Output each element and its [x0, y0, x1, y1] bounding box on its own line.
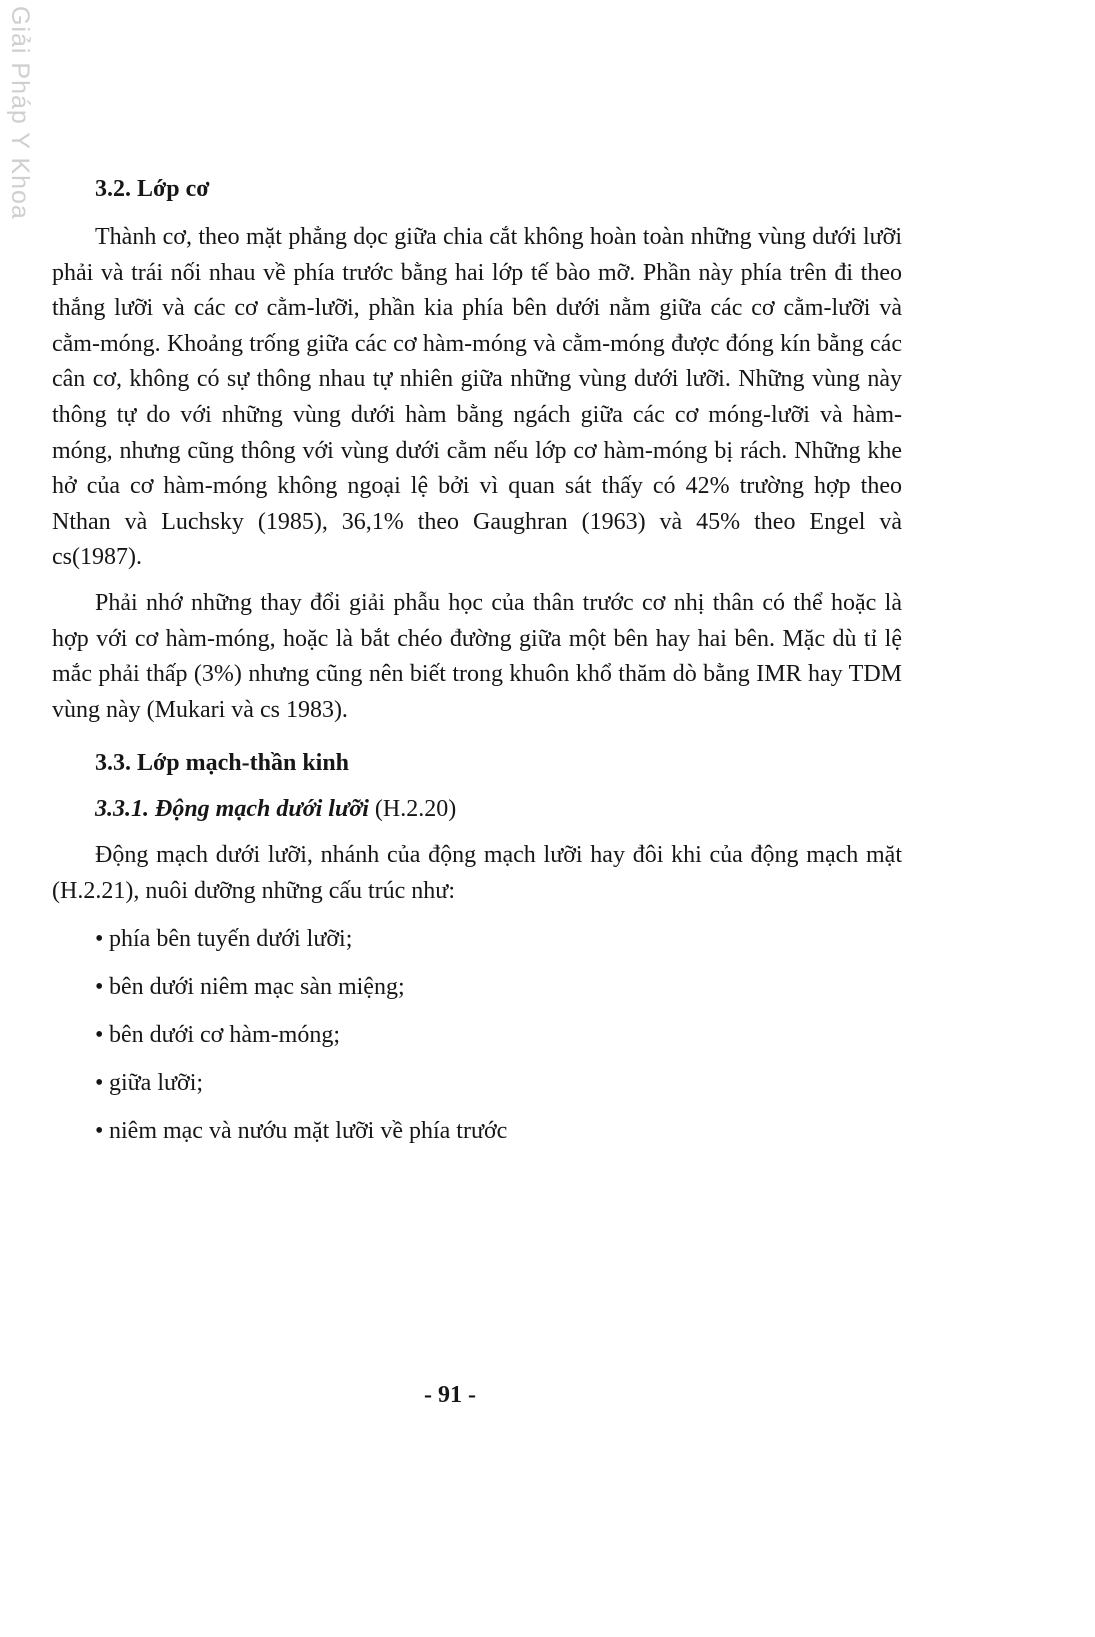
paragraph-sublingual-artery: Động mạch dưới lưỡi, nhánh của động mạch lưỡi hay đôi khi của động mạch mặt (H.2.21), nuôi dưỡng những cấu trúc như:: [52, 842, 902, 904]
paragraph-anatomical-variation: Phải nhớ những thay đổi giải phẫu học của thân trước cơ nhị thân có thể hoặc là hợp với cơ hàm-móng, hoặc là bắt chéo đường giữa một bên hay hai bên. Mặc dù tỉ lệ mắc phải thấp (3%) nhưng cũng nên biết trong khuôn khổ thăm dò bằng IMR hay TDM vùng này (Mukari và cs 1983).: [52, 589, 902, 723]
list-item: • niêm mạc và nướu mặt lưỡi về phía trước: [95, 1114, 902, 1149]
list-item: • bên dưới niêm mạc sàn miệng;: [95, 970, 902, 1005]
subsection-heading-3-3-1: [52, 792, 902, 826]
section-heading-3-2: 3.2. Lớp cơ: [95, 176, 210, 202]
watermark: Giải Pháp Y Khoa: [6, 6, 34, 220]
page-content: [52, 172, 902, 1162]
figure-reference: (H.2.20): [374, 796, 457, 823]
list-item: • bên dưới cơ hàm-móng;: [95, 1018, 902, 1053]
list-item: • phía bên tuyến dưới lưỡi;: [95, 922, 902, 957]
paragraph-muscle-layer: Thành cơ, theo mặt phẳng dọc giữa chia cắt không hoàn toàn những vùng dưới lưỡi phải và trái nối nhau về phía trước bằng hai lớp tế bào mỡ. Phần này phía trên đi theo thắng lưỡi và các cơ cằm-lưỡi, phần kia phía bên dưới nằm giữa các cơ cằm-lưỡi và cằm-móng. Khoảng trống giữa các cơ hàm-móng và cằm-móng được đóng kín bằng các cân cơ, không có sự thông nhau tự nhiên giữa những vùng dưới lưỡi. Những vùng này thông tự do với những vùng dưới hàm bằng ngách giữa các cơ móng-lưỡi và hàm-móng, nhưng cũng thông với vùng dưới cằm nếu lớp cơ hàm-móng bị rách. Những khe hở của cơ hàm-móng không ngoại lệ bởi vì quan sát thấy có 42% trường hợp theo Nthan và Luchsky (1985), 36,1% theo Gaughran (1963) và 45% theo Engel và cs(1987).: [52, 224, 902, 571]
list-item: • giữa lưỡi;: [95, 1066, 902, 1101]
section-heading-3-3: 3.3. Lớp mạch-thần kinh: [95, 750, 350, 777]
subsection-title: 3.3.1. Động mạch dưới lưỡi: [95, 796, 369, 823]
page-number: - 91 -: [424, 1382, 476, 1408]
structure-list: [52, 922, 902, 1149]
